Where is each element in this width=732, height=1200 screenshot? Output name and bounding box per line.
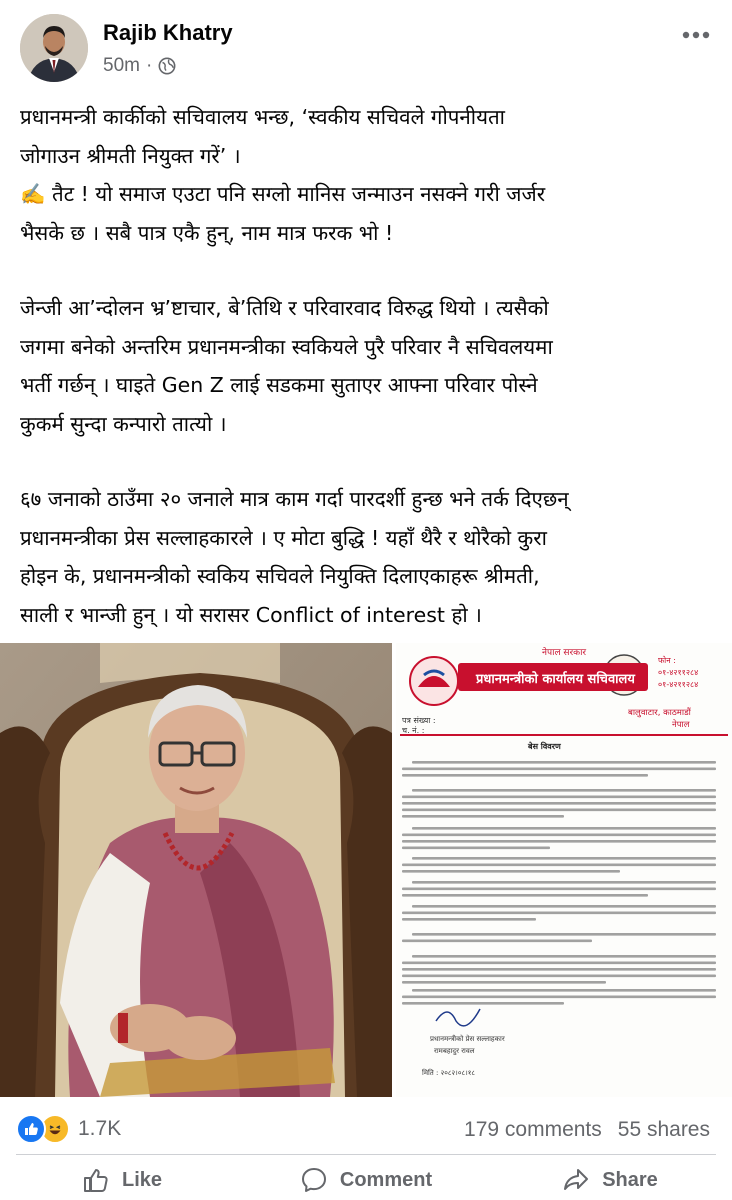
letter-text-line — [412, 881, 716, 884]
letter-text-line — [402, 996, 716, 999]
comment-label: Comment — [339, 1168, 433, 1191]
letter-text-line — [402, 847, 550, 850]
thumbs-up-icon — [82, 1166, 110, 1194]
post-time[interactable]: 50m — [103, 55, 140, 76]
letter-text-line — [402, 796, 716, 799]
letter-title: बेस विवरण — [528, 742, 561, 751]
nepal-emblem-left-icon — [410, 657, 458, 705]
letter-text-line — [402, 840, 716, 843]
post-stats — [0, 1112, 732, 1150]
letter-text-line — [412, 789, 716, 792]
action-bar — [0, 1160, 732, 1200]
post-line: कुकर्म सुन्दा कन्पारो तात्यो । — [20, 411, 227, 436]
post-meta — [103, 55, 176, 77]
post-header — [0, 0, 732, 95]
letter-text-line — [402, 809, 716, 812]
letter-text-line — [412, 989, 716, 992]
letter-text-line — [412, 761, 716, 764]
letter-text-line — [402, 888, 716, 891]
letter-text-line — [402, 912, 716, 915]
letter-signer: प्रधानमन्त्रीको प्रेस सल्लाहकार — [430, 1035, 505, 1043]
letter-cn: च. नं. : — [402, 726, 425, 735]
post-images — [0, 643, 732, 1097]
letter-image[interactable] — [396, 643, 732, 1097]
letter-text-line — [402, 940, 592, 943]
letter-text-line — [402, 894, 648, 897]
svg-text:०१-४२११२८४: ०१-४२११२८४ — [658, 680, 699, 689]
comments-count[interactable]: 179 comments — [464, 1118, 602, 1141]
more-options-icon[interactable] — [678, 24, 714, 46]
letter-text-line — [412, 933, 716, 936]
post-line: भर्ती गर्छन् । घाइते Gen Z लाई सडकमा सुताएर आफ्ना परिवार पोस्ने — [20, 373, 538, 397]
post-paragraph — [20, 480, 716, 634]
like-button[interactable] — [0, 1160, 244, 1200]
letter-subject: पत्र संख्या : — [402, 716, 436, 725]
post-paragraph — [20, 98, 716, 252]
post-line: साली र भान्जी हुन् । यो सरासर Conflict of interest हो । — [20, 602, 482, 627]
letter-text-line — [402, 1002, 564, 1005]
share-arrow-icon — [562, 1166, 590, 1194]
letter-text-line — [412, 827, 716, 830]
letter-country: नेपाल — [672, 720, 690, 730]
letter-signer-name: रामबहादुर रावल — [434, 1047, 475, 1055]
post-line: भैसके छ । सबै पात्र एकै हुन्, नाम मात्र फरक भो ! — [20, 220, 394, 245]
letter-text-line — [402, 864, 716, 867]
letter-text-line — [402, 918, 536, 921]
post-line: जेन्जी आ’न्दोलन भ्र’ष्टाचार, बे’तिथि र परिवारवाद विरुद्ध थियो । त्यसैको — [20, 296, 549, 320]
like-label: Like — [121, 1168, 163, 1191]
letter-text-line — [402, 768, 716, 771]
letter-text-line — [402, 981, 606, 984]
post-line: प्रधानमन्त्री कार्कीको सचिवालय भन्छ, ‘स्वकीय सचिवले गोपनीयता — [20, 105, 505, 129]
like-reaction-icon — [16, 1114, 46, 1144]
letter-text-line — [402, 815, 564, 818]
reactions-summary[interactable] — [16, 1114, 121, 1144]
letter-text-line — [402, 802, 716, 805]
letter-text-line — [402, 834, 716, 837]
letter-phone-label: फोन : — [658, 656, 676, 665]
shares-count[interactable]: 55 shares — [617, 1118, 710, 1141]
letter-text-line — [402, 968, 716, 971]
post-line: प्रधानमन्त्रीका प्रेस सल्लाहकारले । ए मोटा बुद्धि ! यहाँ थैरै र थोरैको कुरा — [20, 525, 547, 550]
post-line: जोगाउन श्रीमती नियुक्त गरें’ । — [20, 143, 241, 168]
portrait-photo[interactable] — [0, 643, 392, 1097]
letter-header-top: नेपाल सरकार — [542, 648, 587, 658]
svg-text:०१-४२११२८४: ०१-४२११२८४ — [658, 668, 699, 677]
reactions-count: 1.7K — [78, 1117, 122, 1140]
letter-date: मिति : २०८२।०८।१८ — [422, 1069, 476, 1077]
post-line: जगमा बनेको अन्तरिम प्रधानमन्त्रीका स्वकियले पुरै परिवार नै सचिवलयमा — [20, 334, 553, 359]
post-line: ✍️ तैट ! यो समाज एउटा पनि सग्लो मानिस जन्माउन नसक्ने गरी जर्जर — [20, 182, 546, 206]
globe-icon — [158, 57, 176, 75]
meta-separator: · — [145, 55, 153, 76]
author-name[interactable]: Rajib Khatry — [103, 20, 233, 45]
author-avatar[interactable] — [20, 14, 88, 82]
letter-office: प्रधानमन्त्रीको कार्यालय सचिवालय — [476, 672, 635, 687]
post-paragraph — [20, 289, 716, 443]
post-line: ६७ जनाको ठाउँमा २० जनाले मात्र काम गर्दा पारदर्शी हुन्छ भने तर्क दिएछन् — [20, 487, 569, 511]
share-label: Share — [602, 1168, 658, 1191]
post-body — [20, 98, 716, 634]
post-line: होइन के, प्रधानमन्त्रीको स्वकिय सचिवले नियुक्ति दिलाएकाहरू श्रीमती, — [20, 564, 540, 588]
letter-text-line — [402, 870, 620, 873]
letter-body-lines — [402, 761, 716, 1005]
comment-button[interactable] — [244, 1160, 488, 1200]
divider — [16, 1154, 716, 1155]
letter-text-line — [412, 857, 716, 860]
letter-text-line — [402, 975, 716, 978]
letter-text-line — [402, 774, 648, 777]
share-button[interactable] — [488, 1160, 732, 1200]
letter-text-line — [412, 955, 716, 958]
letter-text-line — [412, 905, 716, 908]
comment-bubble-icon — [300, 1166, 328, 1194]
engagement-stats — [464, 1118, 710, 1142]
letter-place: बालुवाटार, काठमाडौं — [628, 708, 691, 718]
letter-text-line — [402, 962, 716, 965]
